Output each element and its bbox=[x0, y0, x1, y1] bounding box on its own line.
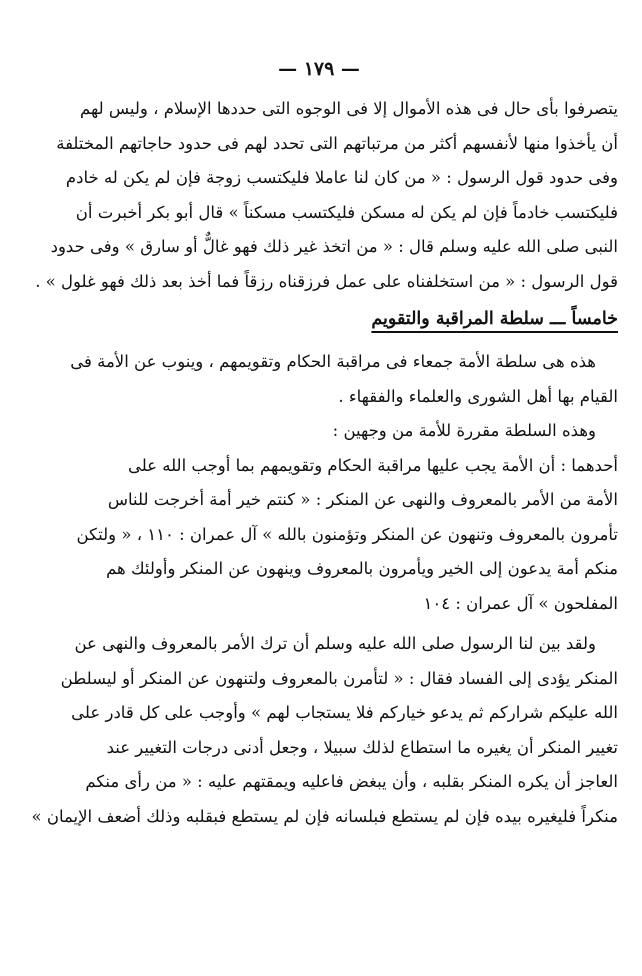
text-line: يتصرفوا بأى حال فى هذه الأموال إلا فى الوجوه التى حددها الإسلام ، وليس لهم bbox=[80, 99, 618, 118]
text-line: وفى حدود قول الرسول : « من كان لنا عاملا فليكتسب زوجة فإن لم يكن له خادم bbox=[65, 168, 618, 187]
text-line: الأمة من الأمر بالمعروف والنهى عن المنكر : « كنتم خير أمة أخرجت للناس bbox=[107, 490, 618, 509]
text-line: ولقد بين لنا الرسول صلى الله عليه وسلم أن ترك الأمر بالمعروف والنهى عن bbox=[74, 634, 596, 653]
text-line: المنكر يؤدى إلى الفساد فقال : « لتأمرن بالمعروف ولتنهون عن المنكر أو ليسلطن bbox=[60, 668, 618, 688]
section-heading bbox=[20, 301, 618, 337]
paragraph-3 bbox=[20, 414, 618, 449]
text-line: العاجز أن يكره المنكر بقلبه ، وأن يبغض فاعليه ويمقتهم عليه : « من رأى منكم bbox=[85, 772, 618, 791]
text-line: الله عليكم شراركم ثم يدعو خياركم فلا يستجاب لهم » وأوجب على كل قادر على bbox=[71, 703, 618, 722]
text-line: تغيير المنكر أن يغيره ما استطاع لذلك سبيلا ، وجعل أدنى درجات التغيير عند bbox=[106, 737, 618, 757]
section-heading-text: خامساً ـــ سلطة المراقبة والتقويم bbox=[371, 309, 618, 329]
text-line: منكم أمة يدعون إلى الخير ويأمرون بالمعروف وينهون عن المنكر وأولئك هم bbox=[106, 559, 618, 578]
text-line: تأمرون بالمعروف وتنهون عن المنكر وتؤمنون بالله » آل عمران : ١١٠ ، « ولتكن bbox=[76, 524, 618, 544]
text-line: وهذه السلطة مقررة للأمة من وجهين : bbox=[332, 421, 596, 440]
text-line: منكراً فليغيره بيده فإن لم يستطع فبلسانه فإن لم يستطع فبقلبه وذلك أضعف الإيمان » bbox=[31, 806, 618, 826]
text-line: فليكتسب خادماً فإن لم يكن له مسكن فليكتسب مسكناً » قال أبو بكر أخبرت أن bbox=[75, 202, 618, 222]
text-line: القيام بها أهل الشورى والعلماء والفقهاء . bbox=[338, 386, 618, 406]
paragraph-1 bbox=[20, 92, 618, 299]
paragraph-5 bbox=[20, 627, 618, 834]
text-line: أن يأخذوا منها لأنفسهم أكثر من مرتباتهم التى تحدد لهم فى حدود حاجاتهم المختلفة bbox=[56, 133, 618, 153]
text-line: هذه هى سلطة الأمة جمعاء فى مراقبة الحكام وتقويمهم ، وينوب عن الأمة فى bbox=[70, 352, 596, 371]
paragraph-4 bbox=[20, 449, 618, 622]
text-line: قول الرسول : « من استخلفناه على عمل فرزقناه رزقاً فما أخذ بعد ذلك فهو غلول » . bbox=[35, 271, 618, 291]
page-number: — ١٧٩ — bbox=[278, 58, 360, 80]
text-line: أحدهما : أن الأمة يجب عليها مراقبة الحكام وتقويمهم بما أوجب الله على bbox=[127, 455, 618, 475]
text-line: النبى صلى الله عليه وسلم قال : « من اتخذ غير ذلك فهو غالٌّ أو سارق » وفى حدود bbox=[50, 237, 618, 256]
paragraph-2 bbox=[20, 345, 618, 414]
text-line: المفلحون » آل عمران : ١٠٤ bbox=[423, 593, 618, 613]
